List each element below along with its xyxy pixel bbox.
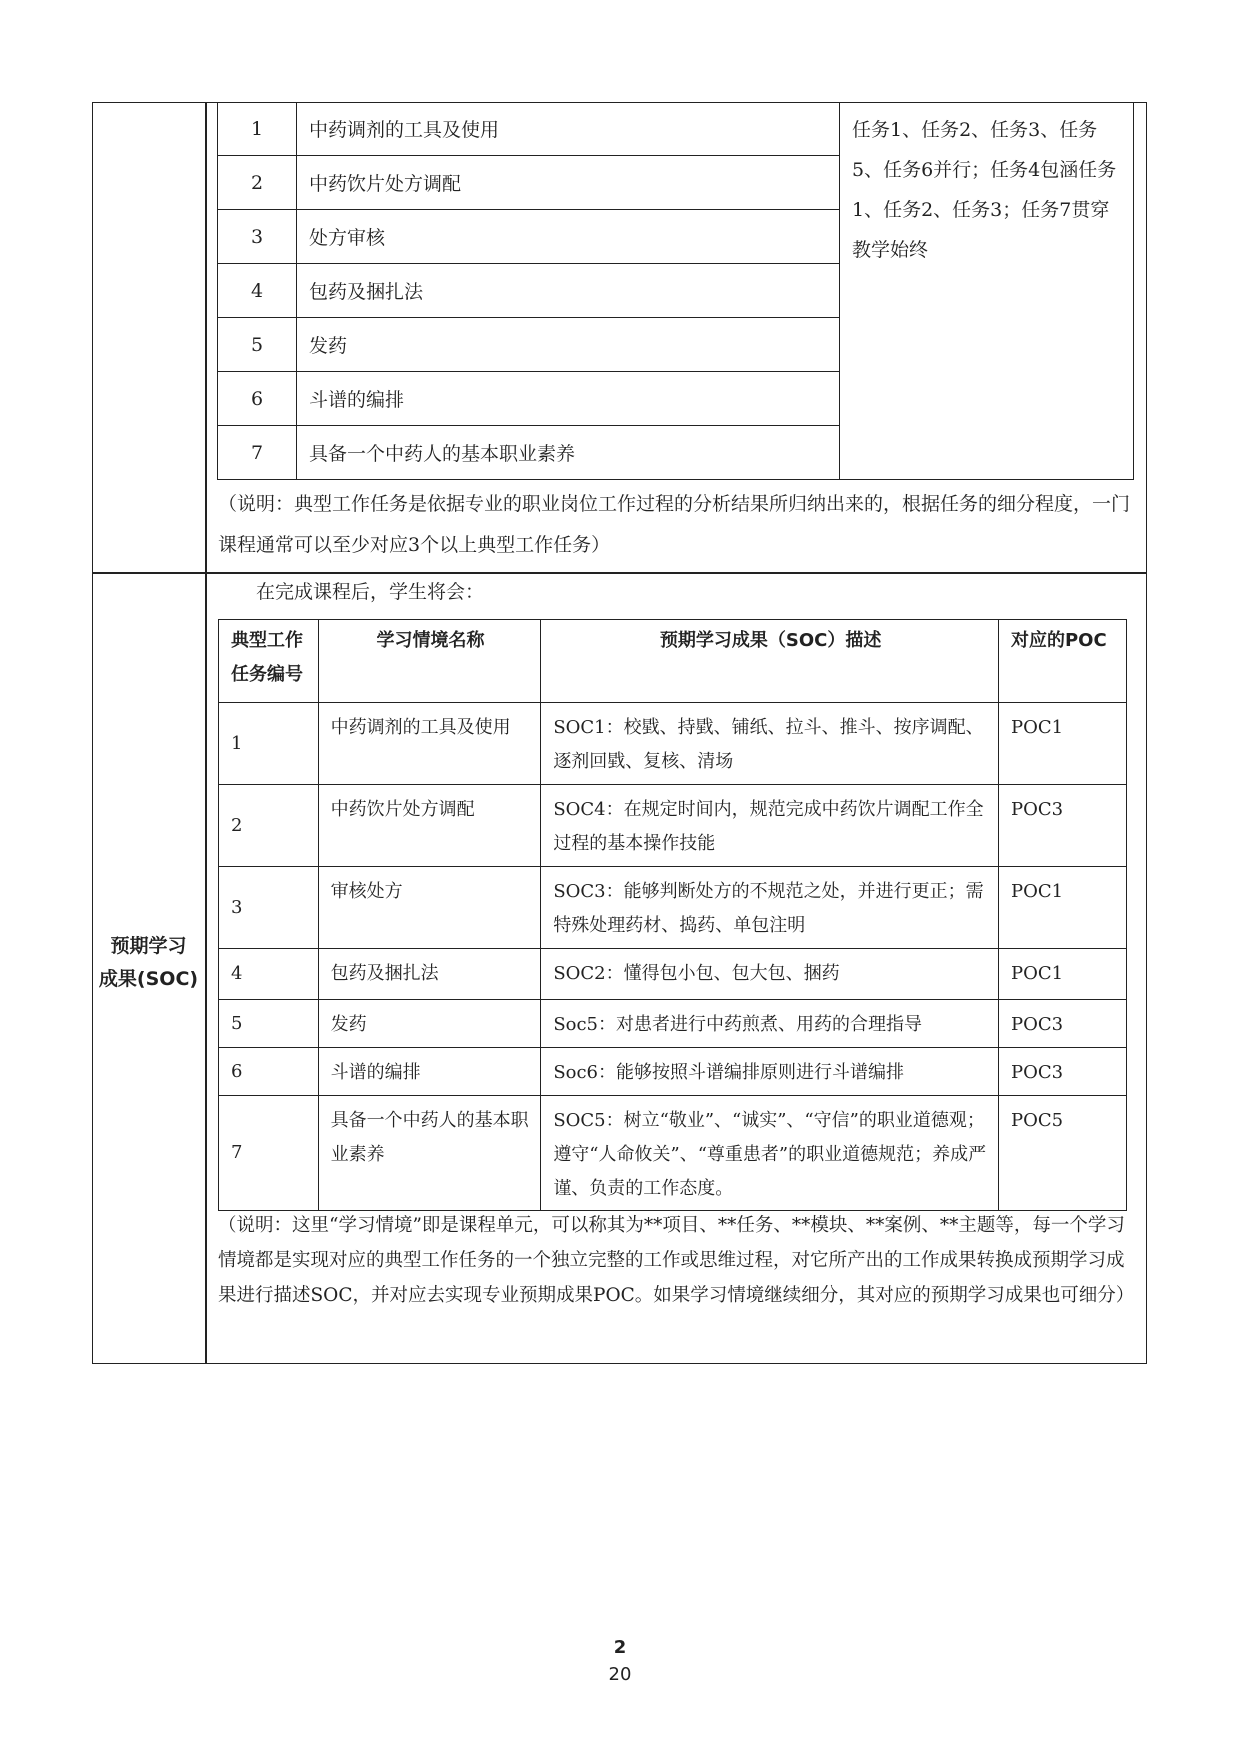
soc-table	[218, 619, 1127, 1211]
table-row	[219, 867, 1127, 949]
row-poc: POC1	[998, 703, 1126, 785]
task-name: 中药饮片处方调配	[297, 156, 840, 210]
header-poc: 对应的POC	[998, 620, 1126, 703]
page-number: 2	[613, 1637, 627, 1658]
soc-note: （说明：这里“学习情境”即是课程单元，可以称其为**项目、**任务、**模块、**案例、**主题等，每一个学习情境都是实现对应的典型工作任务的一个独立完整的工作或思维过程，对它所产出的工作成果转换成预期学习成果进行描述SOC，并对应去实现专业预期成果POC。如果学习情境继续细分，其对应的预期学习成果也可细分）	[218, 1215, 1135, 1306]
row-situation: 审核处方	[318, 867, 541, 949]
row-soc: SOC5：树立“敬业”、“诚实”、“守信”的职业道德观；遵守“人命攸关”、“尊重患者”的职业道德规范；养成严谨、负责的工作态度。	[541, 1096, 999, 1211]
task-number: 7	[218, 426, 297, 480]
table-row	[219, 949, 1127, 1000]
task-number: 3	[218, 210, 297, 264]
row-poc: POC1	[998, 867, 1126, 949]
row-task-id: 1	[219, 703, 319, 785]
task-number: 5	[218, 318, 297, 372]
column-divider	[205, 102, 207, 1364]
table-row	[219, 1000, 1127, 1048]
row-task-id: 4	[219, 949, 319, 1000]
table-header-row	[219, 620, 1127, 703]
soc-label-line2: 成果(SOC)	[98, 968, 199, 990]
table-row	[219, 703, 1127, 785]
row-poc: POC3	[998, 785, 1126, 867]
table-row	[219, 1096, 1127, 1211]
row-situation: 斗谱的编排	[318, 1048, 541, 1096]
row-poc: POC1	[998, 949, 1126, 1000]
row-soc: SOC1：校戥、持戥、铺纸、拉斗、推斗、按序调配、逐剂回戥、复核、清场	[541, 703, 999, 785]
row-situation: 发药	[318, 1000, 541, 1048]
task-name: 包药及捆扎法	[297, 264, 840, 318]
soc-intro: 在完成课程后，学生将会：	[256, 581, 485, 603]
sub-page-number: 20	[608, 1664, 632, 1685]
section-divider	[92, 572, 1147, 574]
header-soc: 预期学习成果（SOC）描述	[541, 620, 999, 703]
row-task-id: 5	[219, 1000, 319, 1048]
task-name: 斗谱的编排	[297, 372, 840, 426]
row-soc: Soc5：对患者进行中药煎煮、用药的合理指导	[541, 1000, 999, 1048]
row-soc: Soc6：能够按照斗谱编排原则进行斗谱编排	[541, 1048, 999, 1096]
header-task-id: 典型工作任务编号	[219, 620, 319, 703]
row-soc: SOC2：懂得包小包、包大包、捆药	[541, 949, 999, 1000]
row-task-id: 6	[219, 1048, 319, 1096]
task-name: 具备一个中药人的基本职业素养	[297, 426, 840, 480]
task-name: 处方审核	[297, 210, 840, 264]
task-number: 2	[218, 156, 297, 210]
task-name: 中药调剂的工具及使用	[297, 102, 840, 156]
row-soc: SOC4：在规定时间内，规范完成中药饮片调配工作全过程的基本操作技能	[541, 785, 999, 867]
row-poc: POC5	[998, 1096, 1126, 1211]
row-task-id: 3	[219, 867, 319, 949]
soc-label-line1: 预期学习	[110, 935, 187, 957]
task-number: 6	[218, 372, 297, 426]
header-situation: 学习情境名称	[318, 620, 541, 703]
table-row	[218, 102, 1134, 156]
row-poc: POC3	[998, 1048, 1126, 1096]
task-number: 1	[218, 102, 297, 156]
row-situation: 具备一个中药人的基本职业素养	[318, 1096, 541, 1211]
task-note: （说明：典型工作任务是依据专业的职业岗位工作过程的分析结果所归纳出来的，根据任务的细分程度，一门课程通常可以至少对应3个以上典型工作任务）	[218, 493, 1131, 556]
row-situation: 包药及捆扎法	[318, 949, 541, 1000]
row-situation: 中药调剂的工具及使用	[318, 703, 541, 785]
row-situation: 中药饮片处方调配	[318, 785, 541, 867]
row-task-id: 7	[219, 1096, 319, 1211]
table-row	[219, 785, 1127, 867]
task-relation: 任务1、任务2、任务3、任务5、任务6并行；任务4包涵任务1、任务2、任务3；任务7贯穿教学始终	[840, 102, 1134, 480]
task-number: 4	[218, 264, 297, 318]
row-soc: SOC3：能够判断处方的不规范之处，并进行更正；需特殊处理药材、捣药、单包注明	[541, 867, 999, 949]
row-task-id: 2	[219, 785, 319, 867]
row-poc: POC3	[998, 1000, 1126, 1048]
task-table	[217, 102, 1134, 480]
table-row	[219, 1048, 1127, 1096]
soc-section-label	[92, 930, 205, 996]
task-name: 发药	[297, 318, 840, 372]
